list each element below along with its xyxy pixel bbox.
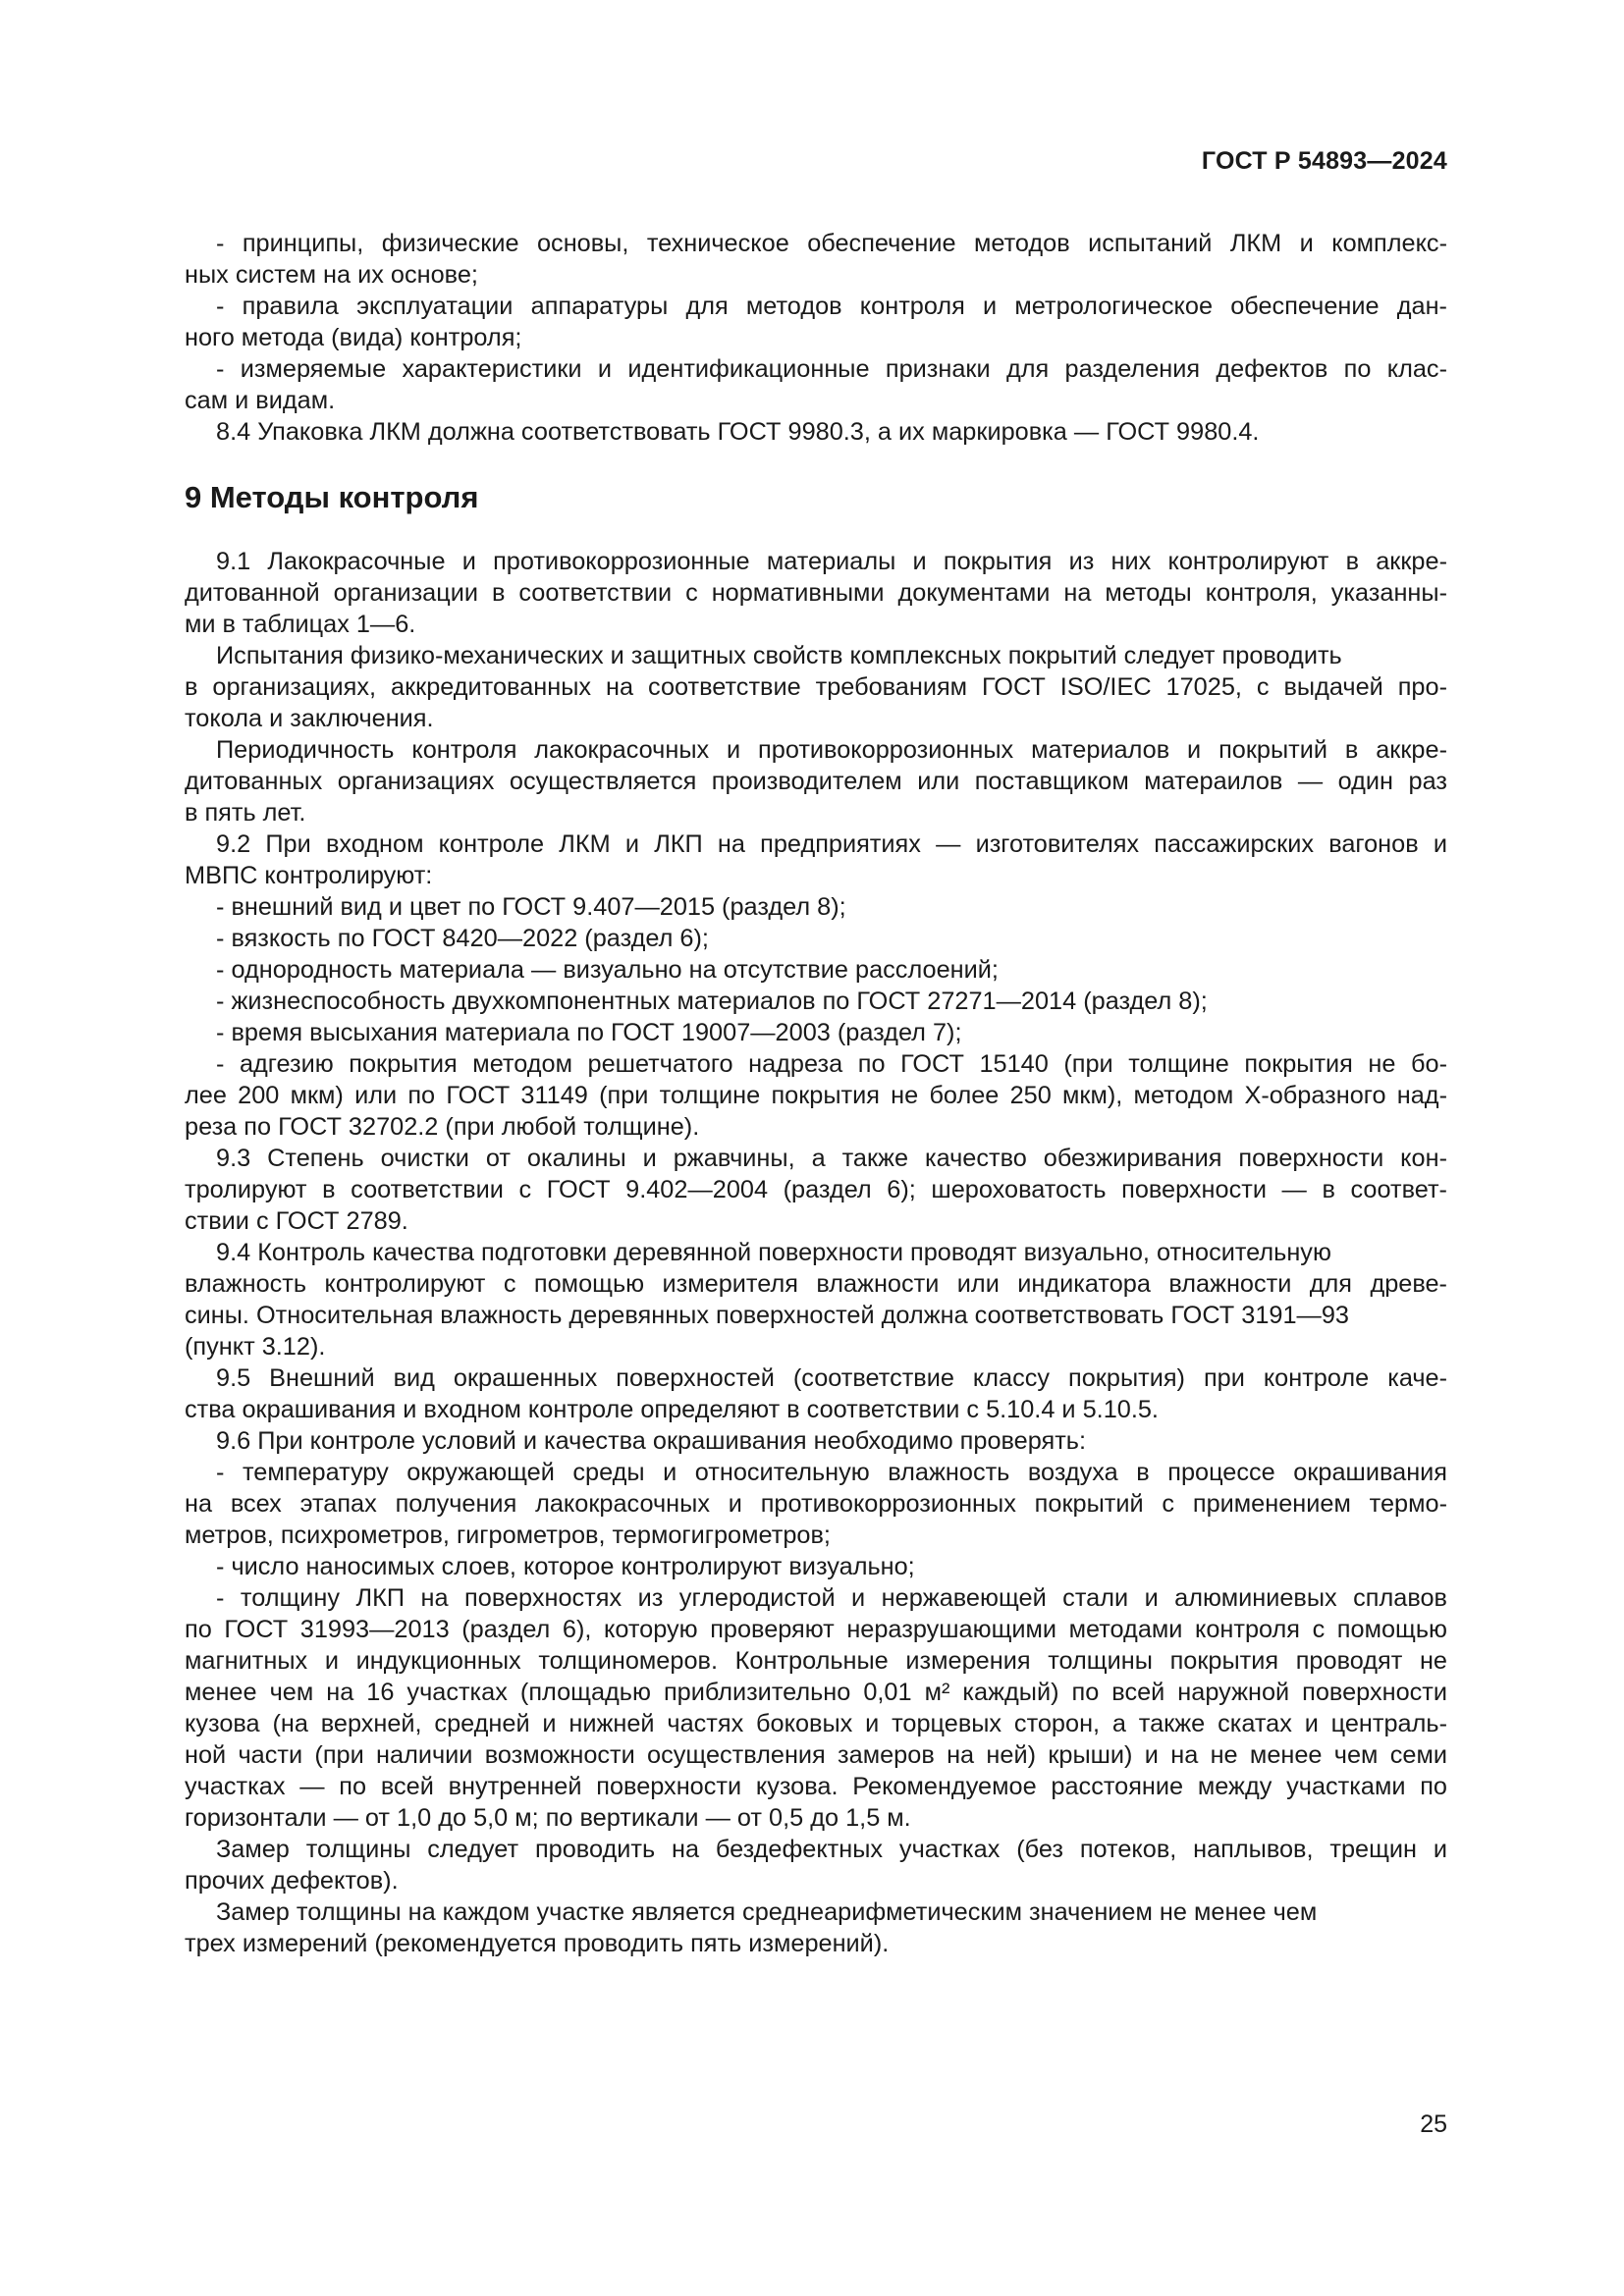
text-line: МВПС контролируют: <box>185 862 433 889</box>
paragraph <box>185 1582 1447 1834</box>
paragraph <box>185 546 1447 640</box>
paragraph <box>185 1457 1447 1551</box>
paragraph <box>185 986 1447 1017</box>
text-line: по ГОСТ 31993—2013 (раздел 6), которую проверяют неразрушающими методами контроля с помощью <box>185 1616 1447 1643</box>
text-line: влажность контролируют с помощью измерителя влажности или индикатора влажности для древе- <box>185 1270 1447 1298</box>
paragraph <box>185 1017 1447 1048</box>
text-line: - однородность материала — визуально на отсутствие расслоений; <box>216 956 999 984</box>
text-line: 9.5 Внешний вид окрашенных поверхностей (соответствие классу покрытия) при контроле каче- <box>216 1364 1447 1392</box>
text-line: 9.4 Контроль качества подготовки деревянной поверхности проводят визуально, относительную <box>216 1239 1331 1266</box>
text-line: участках — по всей внутренней поверхности кузова. Рекомендуемое расстояние между участками по <box>185 1773 1447 1800</box>
text-line: 9.3 Степень очистки от окалины и ржавчины, а также качество обезжиривания поверхности кон- <box>216 1145 1447 1172</box>
section-title: 9 Методы контроля <box>185 480 479 514</box>
text-line: Замер толщины следует проводить на бездефектных участках (без потеков, наплывов, трещин и <box>216 1836 1447 1863</box>
text-line: - температуру окружающей среды и относительную влажность воздуха в процессе окрашивания <box>216 1459 1447 1486</box>
text-line: ми в таблицах 1—6. <box>185 611 416 638</box>
text-line: метров, психрометров, гигрометров, термогигрометров; <box>185 1522 831 1549</box>
text-line: менее чем на 16 участках (площадью приблизительно 0,01 м² каждый) по всей наружной поверхности <box>185 1679 1447 1706</box>
paragraph <box>185 1551 1447 1582</box>
document-page <box>185 0 1447 2296</box>
paragraph <box>185 416 1447 448</box>
text-line: - время высыхания материала по ГОСТ 19007—2003 (раздел 7); <box>216 1019 962 1046</box>
document-body <box>185 228 1447 1959</box>
text-line: кузова (на верхней, средней и нижней частях боковых и торцевых сторон, а также скатах и централь- <box>185 1710 1447 1737</box>
page-number: 25 <box>1420 2110 1447 2138</box>
text-line: - принципы, физические основы, техническое обеспечение методов испытаний ЛКМ и комплекс- <box>216 230 1447 257</box>
paragraph <box>185 1048 1447 1143</box>
paragraph <box>185 1362 1447 1425</box>
text-line: дитованных организациях осуществляется производителем или поставщиком матераилов — один раз <box>185 768 1447 795</box>
text-line: на всех этапах получения лакокрасочных и противокоррозионных покрытий с применением термо- <box>185 1490 1447 1518</box>
text-line: Замер толщины на каждом участке является среднеарифметическим значением не менее чем <box>216 1898 1318 1926</box>
text-line: - число наносимых слоев, которое контролируют визуально; <box>216 1553 915 1580</box>
text-line: - внешний вид и цвет по ГОСТ 9.407—2015 (раздел 8); <box>216 893 846 921</box>
text-line: лее 200 мкм) или по ГОСТ 31149 (при толщине покрытия не более 250 мкм), методом Х-образного над- <box>185 1082 1447 1109</box>
paragraph <box>185 923 1447 954</box>
text-line: 8.4 Упаковка ЛКМ должна соответствовать ГОСТ 9980.3, а их маркировка — ГОСТ 9980.4. <box>216 418 1260 446</box>
paragraph <box>185 640 1447 734</box>
text-line: - измеряемые характеристики и идентификационные признаки для разделения дефектов по клас- <box>216 355 1447 383</box>
text-line: Периодичность контроля лакокрасочных и противокоррозионных материалов и покрытий в аккре- <box>216 736 1447 764</box>
text-line: тролируют в соответствии с ГОСТ 9.402—2004 (раздел 6); шероховатость поверхности — в соответ- <box>185 1176 1447 1203</box>
text-line: сины. Относительная влажность деревянных поверхностей должна соответствовать ГОСТ 3191—93 <box>185 1302 1349 1329</box>
section-9-body <box>185 546 1447 1959</box>
text-line: - жизнеспособность двухкомпонентных материалов по ГОСТ 27271—2014 (раздел 8); <box>216 988 1208 1015</box>
spacer <box>185 516 1447 546</box>
text-line: горизонтали — от 1,0 до 5,0 м; по вертикали — от 0,5 до 1,5 м. <box>185 1804 911 1832</box>
paragraph <box>185 353 1447 416</box>
paragraph <box>185 228 1447 291</box>
paragraph <box>185 1237 1447 1362</box>
text-line: 9.6 При контроле условий и качества окрашивания необходимо проверять: <box>216 1427 1087 1455</box>
paragraph <box>185 734 1447 828</box>
text-line: сам и видам. <box>185 387 336 414</box>
text-line: прочих дефектов). <box>185 1867 399 1895</box>
text-line: - толщину ЛКП на поверхностях из углеродистой и нержавеющей стали и алюминиевых сплавов <box>216 1584 1447 1612</box>
text-line: трех измерений (рекомендуется проводить пять измерений). <box>185 1930 890 1957</box>
paragraph <box>185 1834 1447 1896</box>
text-line: ных систем на их основе; <box>185 261 478 289</box>
text-line: ства окрашивания и входном контроле определяют в соответствии с 5.10.4 и 5.10.5. <box>185 1396 1159 1423</box>
paragraph <box>185 891 1447 923</box>
spacer <box>185 448 1447 479</box>
text-line: (пункт 3.12). <box>185 1333 326 1361</box>
document-code: ГОСТ Р 54893—2024 <box>1201 147 1447 175</box>
text-line: магнитных и индукционных толщиномеров. Контрольные измерения толщины покрытия проводят не <box>185 1647 1447 1675</box>
paragraph <box>185 291 1447 353</box>
section-8-tail <box>185 228 1447 448</box>
text-line: Испытания физико-механических и защитных свойств комплексных покрытий следует проводить <box>216 642 1342 669</box>
text-line: - адгезию покрытия методом решетчатого надреза по ГОСТ 15140 (при толщине покрытия не бо- <box>216 1050 1447 1078</box>
text-line: ного метода (вида) контроля; <box>185 324 522 351</box>
paragraph <box>185 954 1447 986</box>
text-line: - правила эксплуатации аппаратуры для методов контроля и метрологическое обеспечение дан- <box>216 293 1447 320</box>
text-line: в организациях, аккредитованных на соответствие требованиям ГОСТ ISO/IEC 17025, с выдачей про- <box>185 673 1447 701</box>
text-line: 9.1 Лакокрасочные и противокоррозионные материалы и покрытия из них контролируют в аккре- <box>216 548 1447 575</box>
text-line: реза по ГОСТ 32702.2 (при любой толщине). <box>185 1113 700 1141</box>
text-line: в пять лет. <box>185 799 306 827</box>
text-line: 9.2 При входном контроле ЛКМ и ЛКП на предприятиях — изготовителях пассажирских вагонов и <box>216 830 1447 858</box>
text-line: ной части (при наличии возможности осуществления замеров на ней) крыши) и на не менее чем семи <box>185 1741 1447 1769</box>
text-line: - вязкость по ГОСТ 8420—2022 (раздел 6); <box>216 925 709 952</box>
paragraph <box>185 1143 1447 1237</box>
paragraph <box>185 1425 1447 1457</box>
paragraph <box>185 828 1447 891</box>
paragraph <box>185 1896 1447 1959</box>
text-line: дитованной организации в соответствии с нормативными документами на методы контроля, указанны- <box>185 579 1447 607</box>
text-line: токола и заключения. <box>185 705 434 732</box>
text-line: ствии с ГОСТ 2789. <box>185 1207 408 1235</box>
